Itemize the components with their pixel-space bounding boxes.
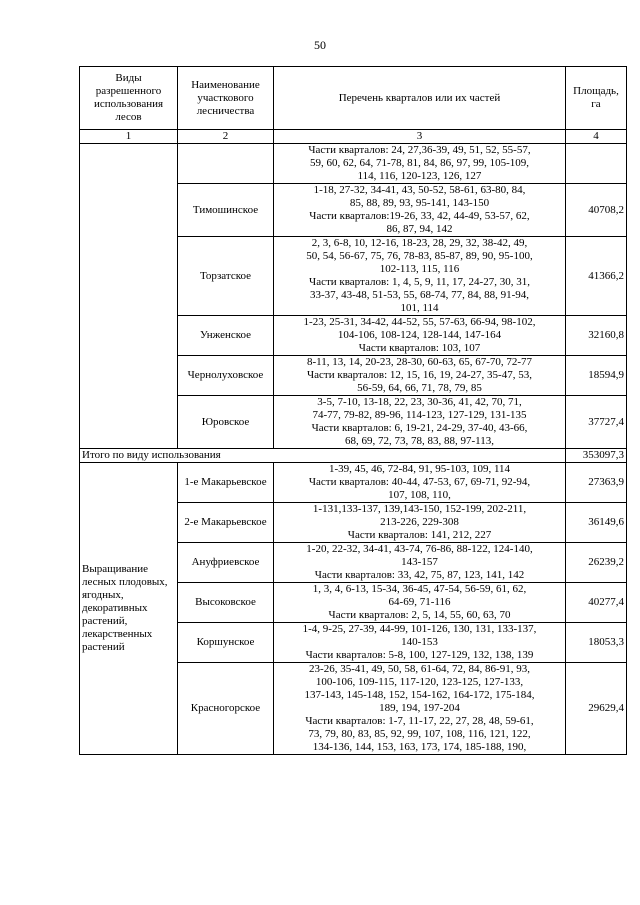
table-row [80,463,627,503]
quarters-list [274,316,566,356]
quarters-line: 107, 108, 110, [388,489,451,501]
column-number: 4 [566,130,627,144]
quarters-list [274,356,566,396]
quarters-list [274,184,566,237]
quarters-line: 1-20, 22-32, 34-41, 43-74, 76-86, 88-122, 124-140, [306,543,533,555]
quarters-line: 56-59, 64, 66, 71, 78, 79, 85 [357,382,482,394]
area-value: 27363,9 [566,463,627,503]
quarters-line: Части кварталов:19-26, 33, 42, 44-49, 53-57, 62, [309,210,530,222]
quarters-line: 74-77, 79-82, 89-96, 114-123, 127-129, 131-135 [312,409,527,421]
quarters-line: 73, 79, 80, 83, 85, 92, 99, 107, 108, 116, 121, 122, [308,728,531,740]
quarters-line: 23-26, 35-41, 49, 50, 58, 61-64, 72, 84, 86-91, 93, [309,663,530,675]
quarters-line: 1-131,133-137, 139,143-150, 152-199, 202-211, [312,503,527,515]
quarters-list [274,503,566,543]
column-number: 2 [178,130,274,144]
quarters-line: 85, 88, 89, 93, 95-141, 143-150 [349,197,490,209]
quarters-line: Части кварталов: 12, 15, 16, 19, 24-27, 35-47, 53, [307,369,532,381]
quarters-list [274,144,566,184]
forestry-name: Чернолуховское [178,356,274,396]
quarters-line: 104-106, 108-124, 128-144, 147-164 [337,329,502,341]
quarters-line: 140-153 [401,636,438,648]
quarters-list [274,623,566,663]
quarters-line: 1-18, 27-32, 34-41, 43, 50-52, 58-61, 63-80, 84, [313,184,526,196]
quarters-line: 1, 3, 4, 6-13, 15-34, 36-45, 47-54, 56-59, 61, 62, [312,583,527,595]
quarters-line: 68, 69, 72, 73, 78, 83, 88, 97-113, [344,435,494,447]
quarters-line: 64-69, 71-116 [388,596,451,608]
quarters-line: 8-11, 13, 14, 20-23, 28-30, 60-63, 65, 67-70, 72-77 [306,356,533,368]
column-number: 1 [80,130,178,144]
area-value: 18594,9 [566,356,627,396]
quarters-line: 2, 3, 6-8, 10, 12-16, 18-23, 28, 29, 32, 38-42, 49, [311,237,528,249]
quarters-line: Части кварталов: 24, 27,36-39, 49, 51, 52, 55-57, [308,144,531,156]
quarters-line: 3-5, 7-10, 13-18, 22, 23, 30-36, 41, 42, 70, 71, [317,396,522,408]
quarters-line: Части кварталов: 1-7, 11-17, 22, 27, 28, 48, 59-61, [305,715,534,727]
quarters-line: 1-4, 9-25, 27-39, 44-99, 101-126, 130, 131, 133-137, [302,623,537,635]
table-header-row [80,67,627,130]
forestry-name: Высоковское [178,583,274,623]
use-type-cell [80,144,178,449]
quarters-line: 213-226, 229-308 [380,516,459,528]
quarters-list [274,463,566,503]
quarters-list [274,583,566,623]
area-value: 40708,2 [566,184,627,237]
area-value: 26239,2 [566,543,627,583]
quarters-line: Части кварталов: 5-8, 100, 127-129, 132, 138, 139 [305,649,534,661]
header-forestry: Наименование участкового лесничества [178,67,274,130]
quarters-line: 1-23, 25-31, 34-42, 44-52, 55, 57-63, 66-94, 98-102, [303,316,536,328]
quarters-line: 134-136, 144, 153, 163, 173, 174, 185-188, 190, [312,741,527,753]
forestry-name: Тимошинское [178,184,274,237]
quarters-line: Части кварталов: 33, 42, 75, 87, 123, 141, 142 [314,569,525,581]
quarters-line: 100-106, 109-115, 117-120, 123-125, 127-133, [315,676,524,688]
area-value: 37727,4 [566,396,627,449]
header-use-type: Виды разрешенного использования лесов [80,67,178,130]
page-number: 50 [314,38,326,52]
quarters-line: Части кварталов: 40-44, 47-53, 67, 69-71, 92-94, [308,476,531,488]
forestry-name: Юровское [178,396,274,449]
quarters-line: Части кварталов: 1, 4, 5, 9, 11, 17, 24-27, 30, 31, [309,276,530,288]
area-value: 29629,4 [566,663,627,755]
quarters-line: 102-113, 115, 116 [379,263,460,275]
area-value [566,144,627,184]
forestry-name: Ануфриевское [178,543,274,583]
quarters-line: Части кварталов: 103, 107 [358,342,481,354]
quarters-list [274,663,566,755]
area-value: 36149,6 [566,503,627,543]
quarters-line: Части кварталов: 2, 5, 14, 55, 60, 63, 70 [328,609,511,621]
forestry-name: 2-е Макарьевское [178,503,274,543]
quarters-line: 86, 87, 94, 142 [386,223,453,235]
quarters-list [274,237,566,316]
forest-use-table [79,66,627,755]
quarters-line: 189, 194, 197-204 [379,702,460,714]
quarters-line: 101, 114 [400,302,439,314]
area-value: 18053,3 [566,623,627,663]
quarters-line: 59, 60, 62, 64, 71-78, 81, 84, 86, 97, 99, 105-109, [309,157,530,169]
area-value: 40277,4 [566,583,627,623]
forestry-name: 1-е Макарьевское [178,463,274,503]
quarters-line: 50, 54, 56-67, 75, 76, 78-83, 85-87, 89, 90, 95-100, [306,250,533,262]
use-type-cell: Выращивание лесных плодовых, ягодных, декоративных растений, лекарственных растений [80,463,178,755]
column-number-row [80,130,627,144]
quarters-list [274,543,566,583]
quarters-line: 33-37, 43-48, 51-53, 55, 68-74, 77, 84, 88, 91-94, [309,289,530,301]
quarters-line: Части кварталов: 141, 212, 227 [347,529,492,541]
total-label: Итого по виду использования [80,449,566,463]
quarters-line: 137-143, 145-148, 152, 154-162, 164-172, 175-184, [304,689,535,701]
header-area: Площадь, га [566,67,627,130]
total-row [80,449,627,463]
forestry-name: Красногорское [178,663,274,755]
forestry-name [178,144,274,184]
forestry-name: Унженское [178,316,274,356]
quarters-line: Части кварталов: 6, 19-21, 24-29, 37-40, 43-66, [311,422,528,434]
quarters-line: 1-39, 45, 46, 72-84, 91, 95-103, 109, 114 [328,463,511,475]
header-quarters: Перечень кварталов или их частей [274,67,566,130]
forestry-name: Коршунское [178,623,274,663]
quarters-line: 143-157 [401,556,438,568]
total-value: 353097,3 [566,449,627,463]
table-row [80,144,627,184]
forestry-name: Торзатское [178,237,274,316]
column-number: 3 [274,130,566,144]
quarters-line: 114, 116, 120-123, 126, 127 [357,170,482,182]
area-value: 41366,2 [566,237,627,316]
area-value: 32160,8 [566,316,627,356]
quarters-list [274,396,566,449]
